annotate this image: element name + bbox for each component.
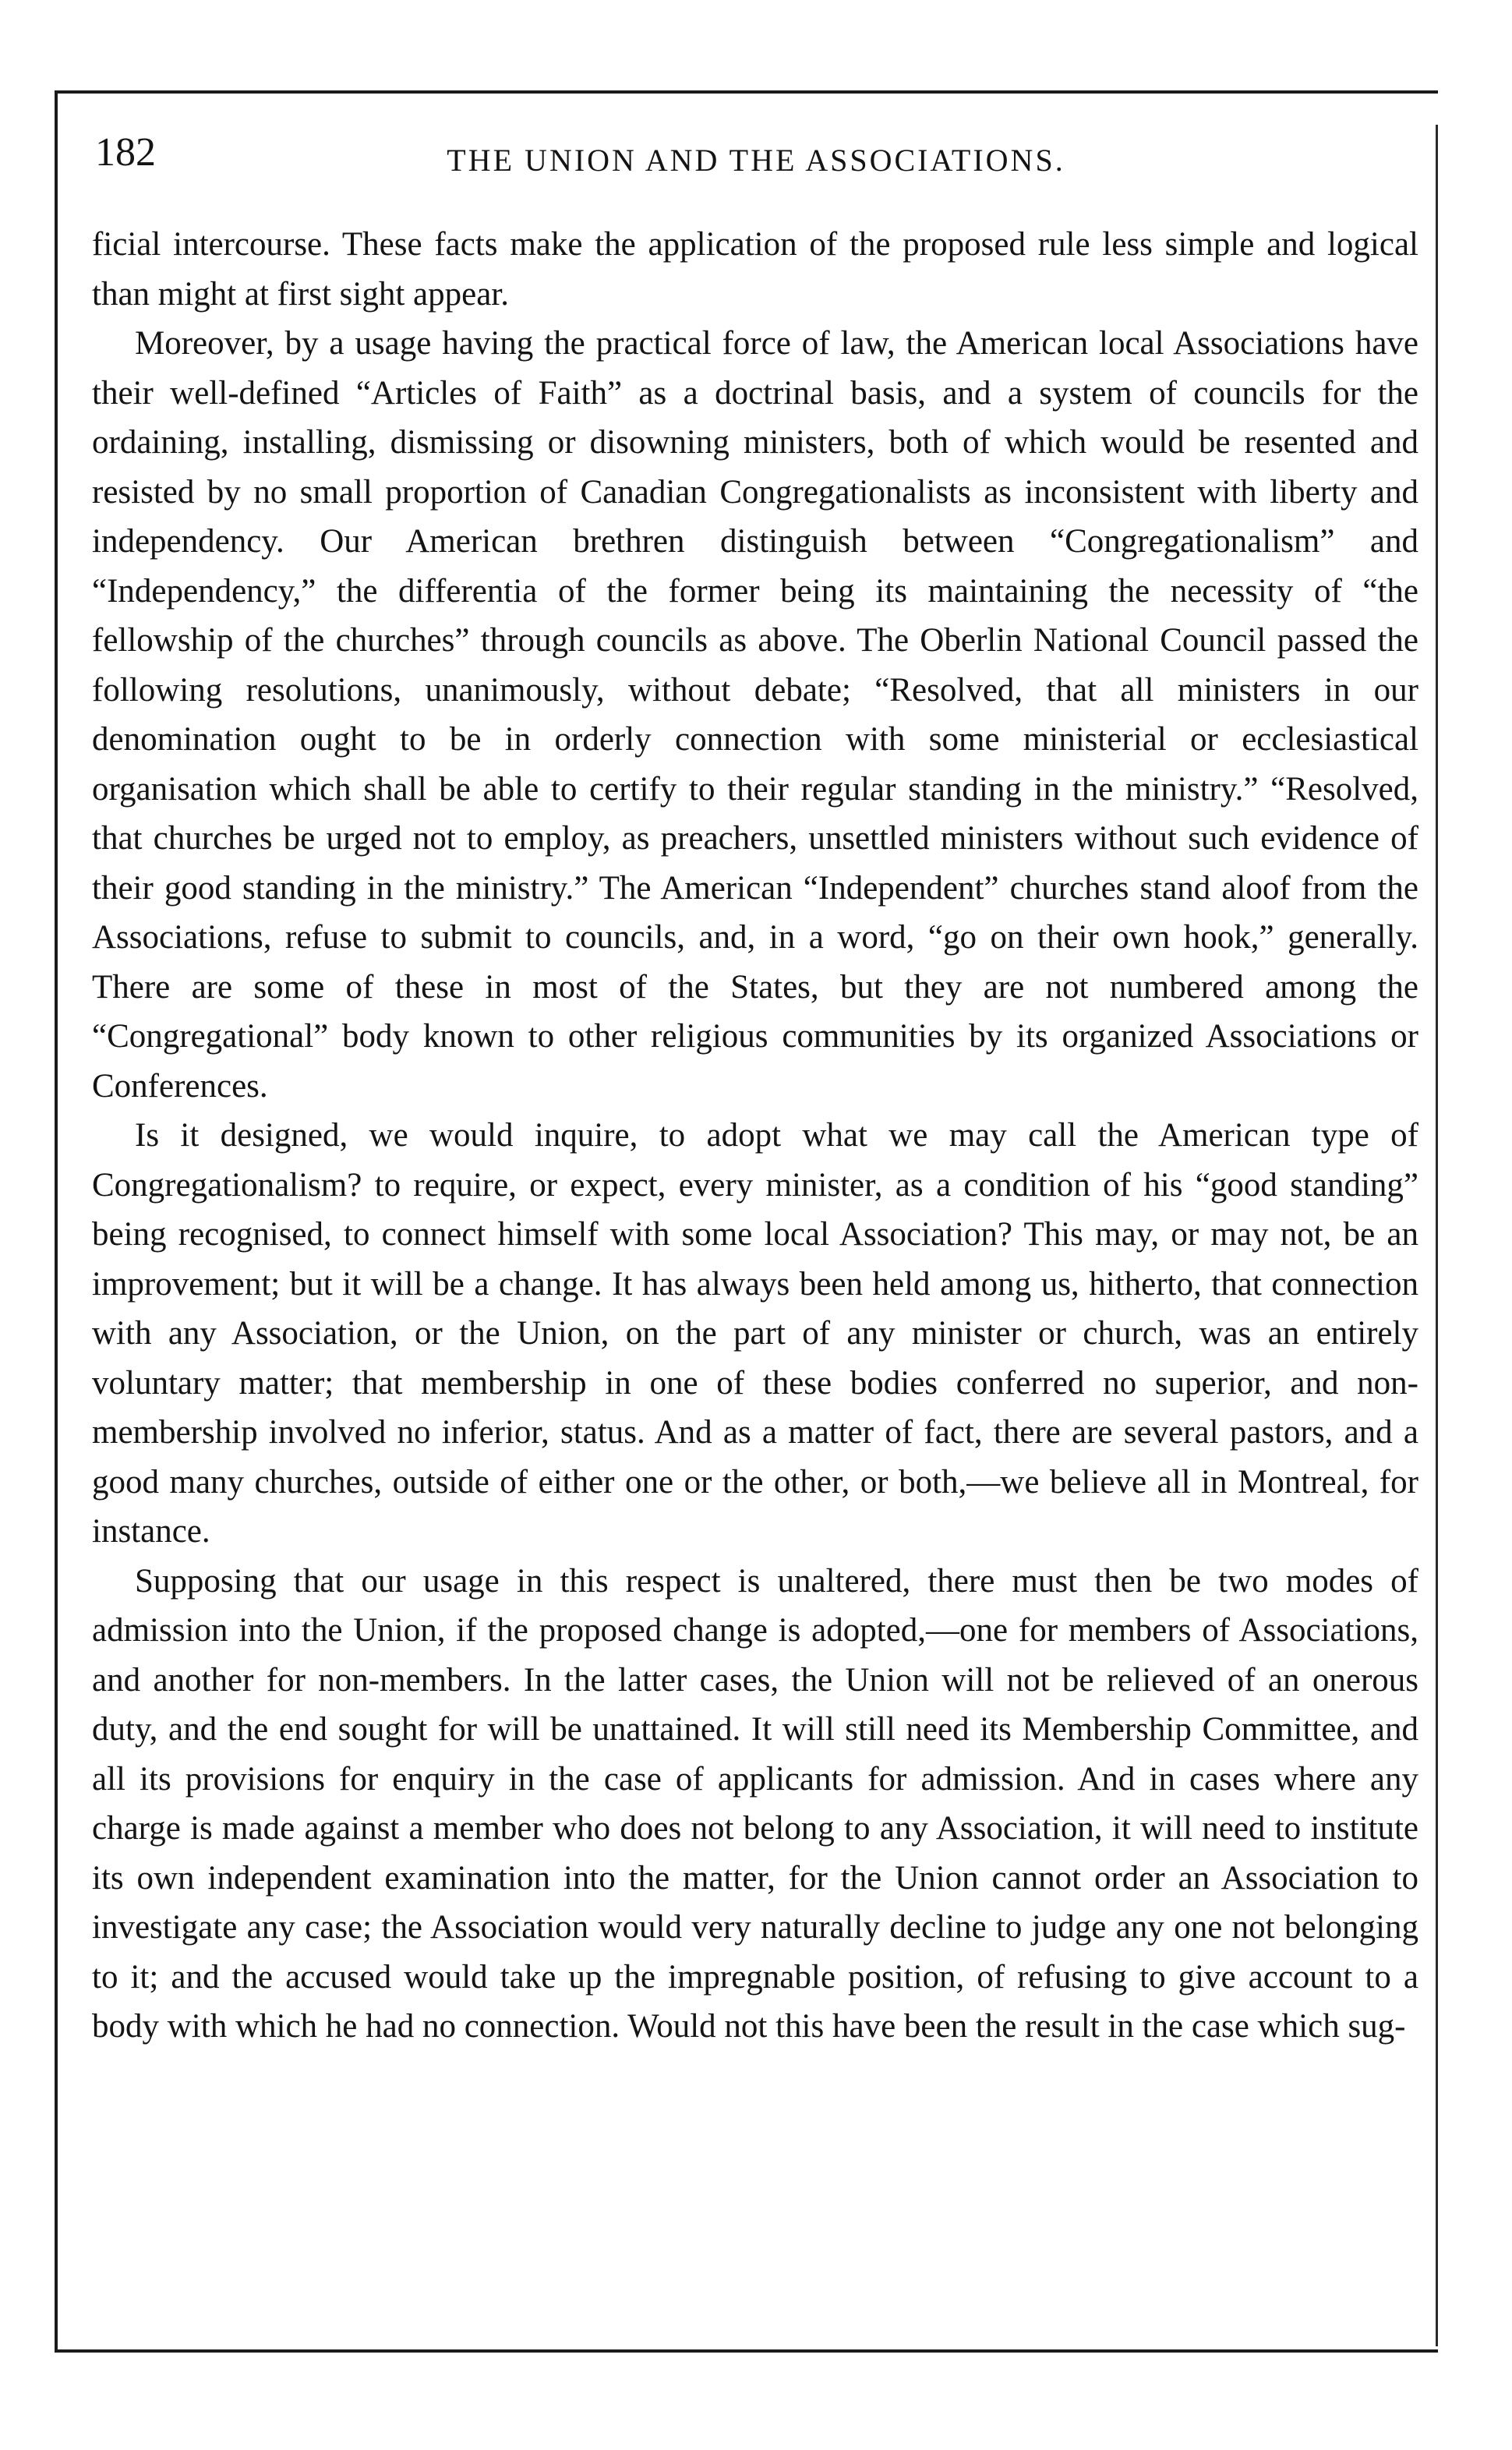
page-border-bottom xyxy=(55,2349,1438,2353)
paragraph-continuation: ficial intercourse. These facts make the application of the proposed rule less simple and logical than might at first sight appear. xyxy=(92,226,1418,313)
page-border-left xyxy=(55,90,58,2349)
paragraph-american-associations: Moreover, by a usage having the practical force of law, the American local Associations have their well-defined “Articles of Faith” as a doctrinal basis, and a system of councils for the ordaining, installing, dismissing or disowning ministers, both of which would be resented and resisted by no small proportion of Canadian Congregationalists as inconsistent with liberty and independency. Our American brethren distinguish between “Congregationalism” and “Independency,” the differentia of the former being its maintaining the necessity of “the fellowship of the churches” through councils as above. The Oberlin National Council passed the following resolutions, unanimously, without debate; “Resolved, that all ministers in our denomination ought to be in orderly connection with some ministerial or ecclesiastical organisation which shall be able to certify to their regular standing in the ministry.” “Resolved, that churches be urged not to employ, as preachers, unsettled ministers without such evidence of their good standing in the ministry.” The American “Independent” churches stand aloof from the Associations, refuse to submit to councils, and, in a word, “go on their own hook,” generally. There are some of these in most of the States, but they are not numbered among the “Congregational” body known to other religious communities by its organized Associations or Conferences. xyxy=(92,325,1418,1105)
page-border-top xyxy=(55,90,1438,94)
running-head: THE UNION AND THE ASSOCIATIONS. xyxy=(447,143,1065,178)
body-text xyxy=(92,220,1418,2052)
paragraph-american-type-question: Is it designed, we would inquire, to adopt what we may call the American type of Congregationalism? to require, or expect, every minister, as a condition of his “good standing” being recognised, to connect himself with some local Association? This may, or may not, be an improvement; but it will be a change. It has always been held among us, hitherto, that connection with any Association, or the Union, on the part of any minister or church, was an entirely voluntary matter; that membership in one of these bodies conferred no superior, and non-membership involved no inferior, status. And as a matter of fact, there are several pastors, and a good many churches, outside of either one or the other, or both,—we believe all in Montreal, for instance. xyxy=(92,1117,1418,1550)
paragraph-modes-of-admission: Supposing that our usage in this respect is unaltered, there must then be two modes of admission into the Union, if the proposed change is adopted,—one for members of Associations, and another for non-members. In the latter cases, the Union will not be relieved of an onerous duty, and the end sought for will be unattained. It will still need its Membership Committee, and all its provisions for enquiry in the case of applicants for admission. And in cases where any charge is made against a member who does not belong to any Association, it will need to institute its own independent examination into the matter, for the Union cannot order an Association to investigate any case; the Association would very naturally decline to judge any one not belonging to it; and the accused would take up the impregnable position, of refusing to give account to a body with which he had no connection. Would not this have been the result in the case which sug- xyxy=(92,1562,1418,2045)
page-number: 182 xyxy=(95,130,156,175)
page-border-right xyxy=(1436,125,1438,2346)
